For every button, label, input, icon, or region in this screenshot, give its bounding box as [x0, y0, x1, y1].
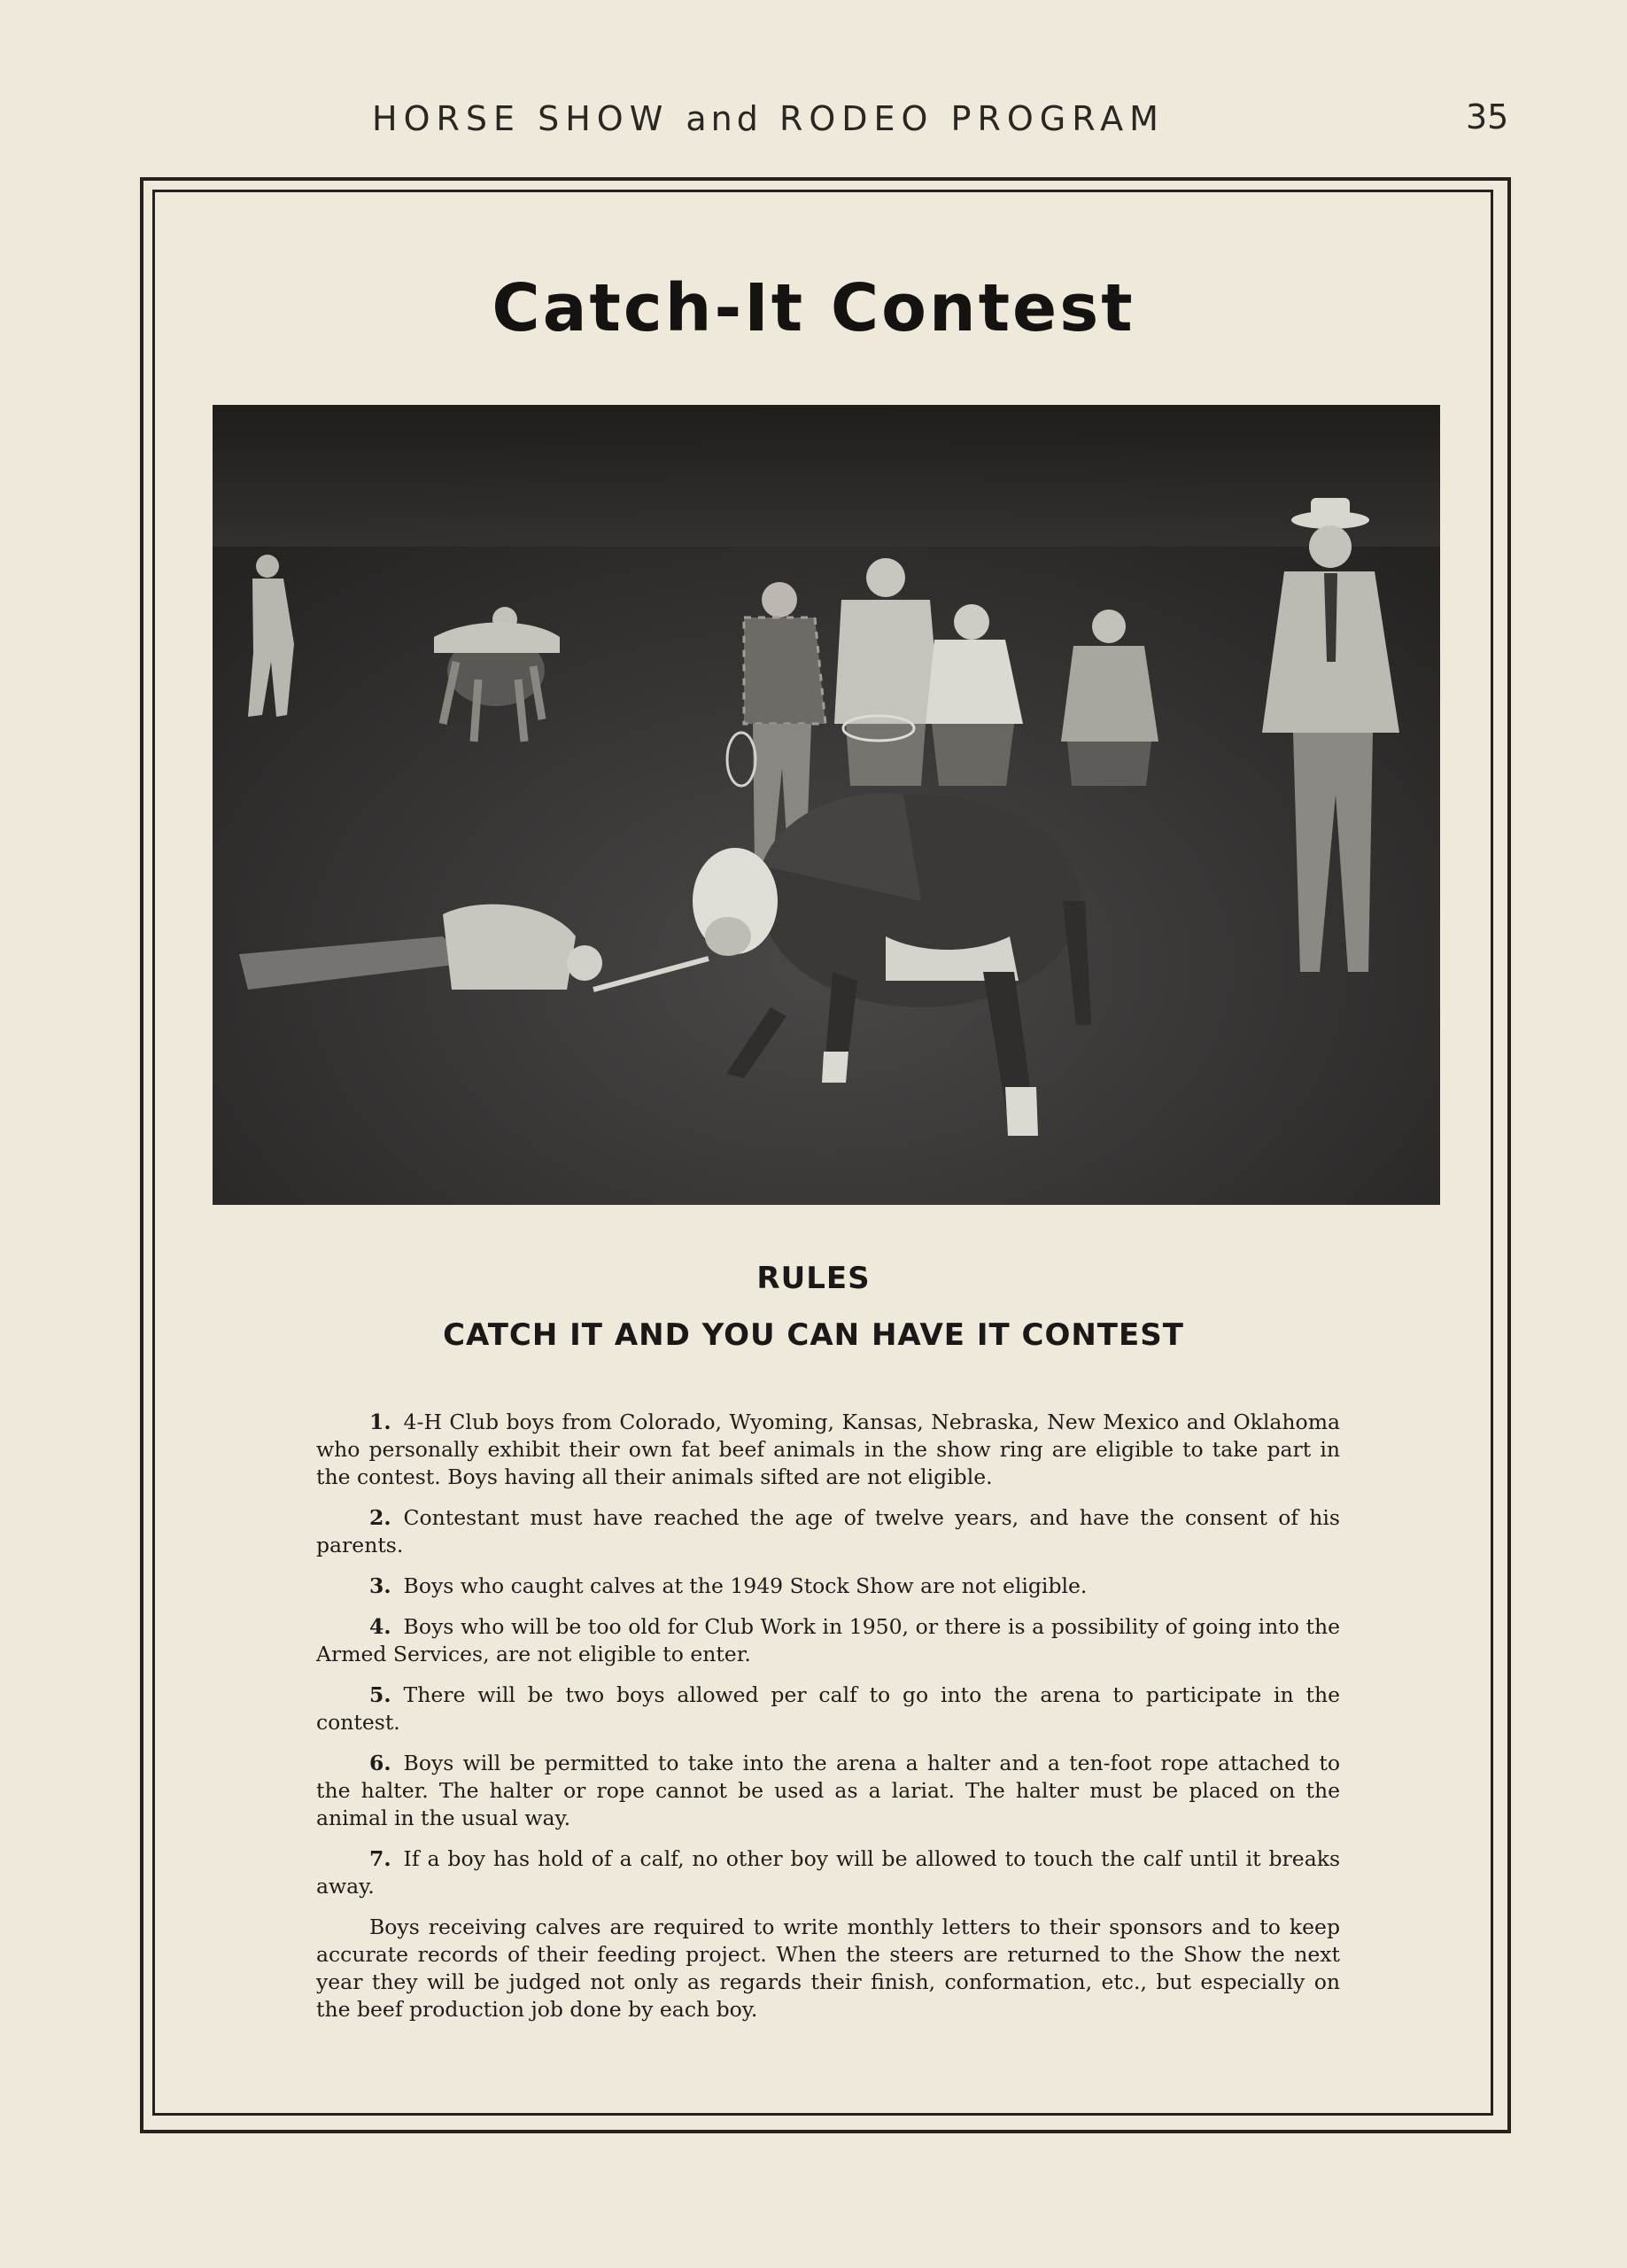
- rule-number: 7.: [369, 1846, 391, 1871]
- rule-item: [316, 1409, 1340, 1491]
- photo-illustration: [213, 405, 1440, 1205]
- rule-item: [316, 1845, 1340, 1900]
- running-head: [372, 99, 1165, 138]
- page-number: 35: [1466, 97, 1509, 136]
- rule-text: 4-H Club boys from Colorado, Wyoming, Kansas, Nebraska, New Mexico and Oklahoma who personally exhibit their own fat beef animals in the show ring are eligible to take part in the contest. Boys having all their animals sifted are not eligible.: [316, 1410, 1340, 1489]
- rule-text: Boys will be permitted to take into the arena a halter and a ten-foot rope attached to the halter. The halter or rope cannot be used as a lariat. The halter must be placed on the animal in the usual way.: [316, 1751, 1340, 1830]
- rule-text: Contestant must have reached the age of twelve years, and have the consent of his parents.: [316, 1505, 1340, 1557]
- running-head-part1: HORSE SHOW: [372, 99, 670, 138]
- closing-paragraph: Boys receiving calves are required to write monthly letters to their sponsors and to keep accurate records of their feeding project. When the steers are returned to the Show the next year they will be judged not only as regards their finish, conformation, etc., but especially on the beef production job done by each boy.: [316, 1915, 1340, 2022]
- rule-text: If a boy has hold of a calf, no other boy will be allowed to touch the calf until it breaks away.: [316, 1846, 1340, 1899]
- article-title: Catch-It Contest: [492, 270, 1135, 346]
- rules-subheading: CATCH IT AND YOU CAN HAVE IT CONTEST: [443, 1317, 1184, 1353]
- rule-number: 3.: [369, 1573, 391, 1598]
- rule-item: [316, 1682, 1340, 1736]
- rules-list: [316, 1409, 1340, 2037]
- rule-text: Boys who will be too old for Club Work in 1950, or there is a possibility of going into the Armed Services, are not eligible to enter.: [316, 1614, 1340, 1666]
- rule-text: Boys who caught calves at the 1949 Stock Show are not eligible.: [403, 1573, 1088, 1598]
- rule-text: There will be two boys allowed per calf to go into the arena to participate in the contest.: [316, 1682, 1340, 1735]
- rule-item: [316, 1573, 1340, 1600]
- rules-heading: RULES: [756, 1261, 871, 1296]
- rule-number: 5.: [369, 1682, 391, 1707]
- rule-number: 4.: [369, 1614, 391, 1639]
- rule-item: [316, 1613, 1340, 1668]
- rule-item: [316, 1750, 1340, 1832]
- calf-catching-photo: [213, 405, 1440, 1205]
- rule-number: 1.: [369, 1410, 391, 1434]
- rule-number: 6.: [369, 1751, 391, 1775]
- running-head-part3: RODEO PROGRAM: [779, 99, 1165, 138]
- rule-number: 2.: [369, 1505, 391, 1530]
- running-head-part2: and: [686, 99, 763, 138]
- rule-item: [316, 1504, 1340, 1559]
